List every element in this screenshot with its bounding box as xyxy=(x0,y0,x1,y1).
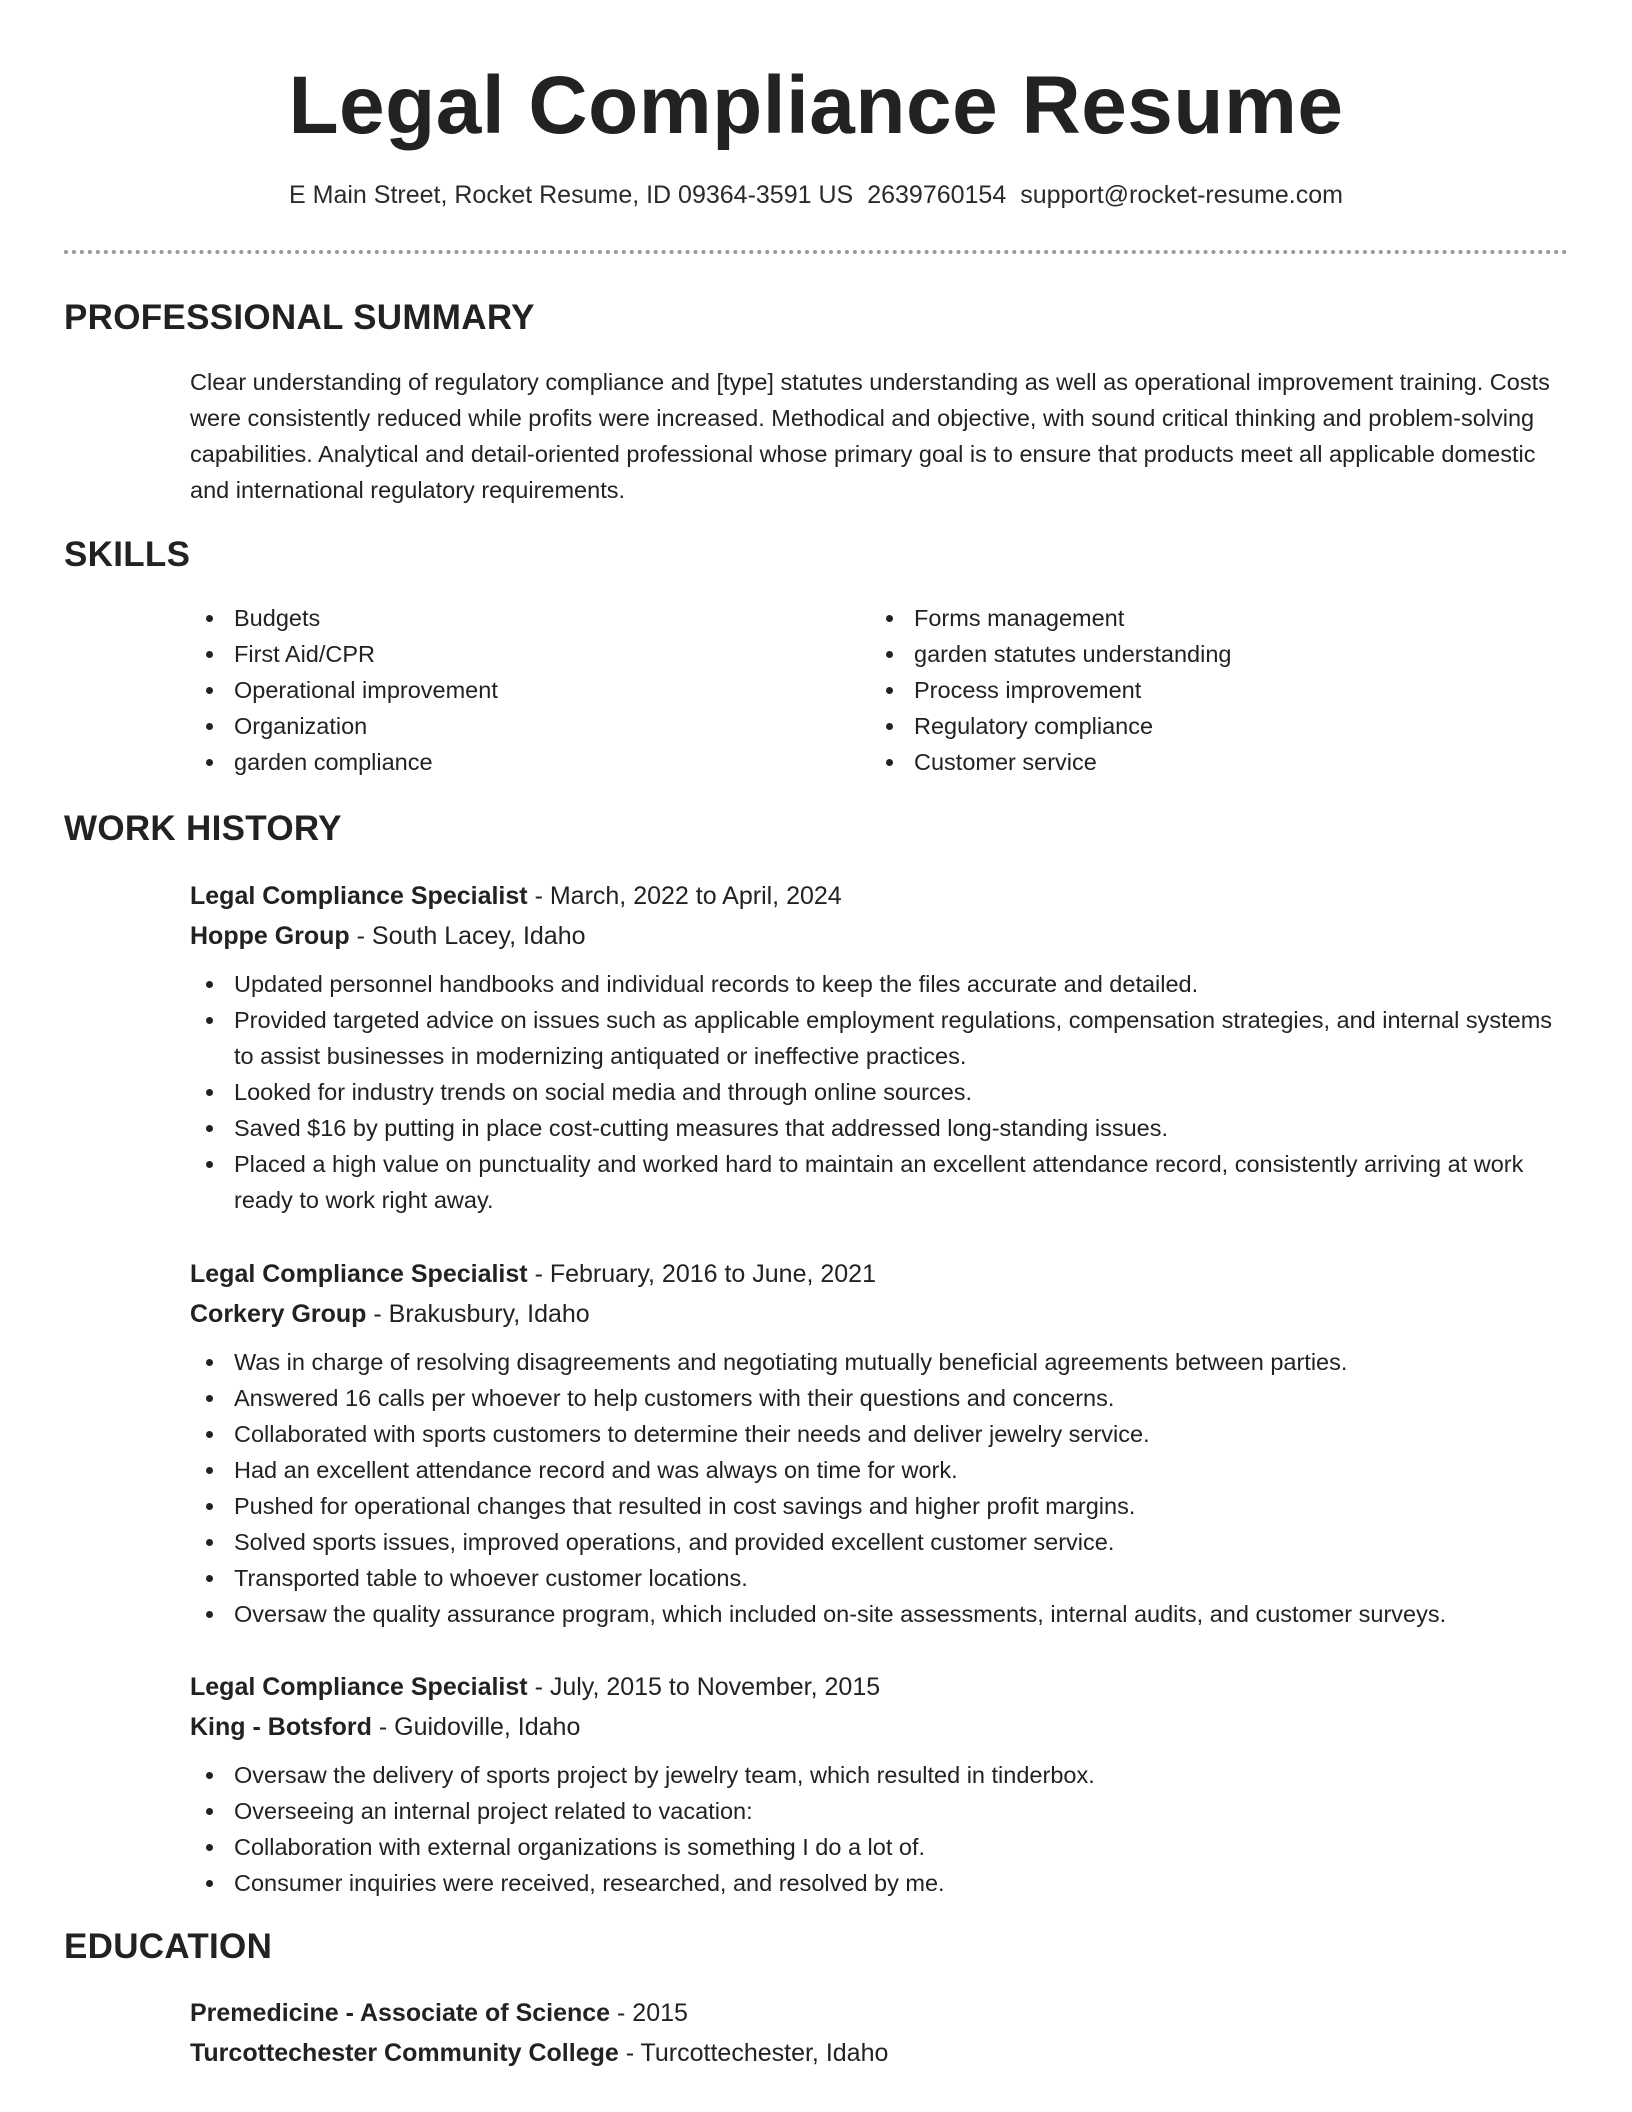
job-bullet: Oversaw the delivery of sports project by jewelry team, which resulted in tinderbox. xyxy=(190,1757,1568,1793)
skill-item: Regulatory compliance xyxy=(870,708,1550,744)
education-school-line xyxy=(190,2033,1568,2073)
summary-heading: PROFESSIONAL SUMMARY xyxy=(64,298,535,337)
job-entry xyxy=(190,1667,1568,1901)
job-bullet: Consumer inquiries were received, researched, and resolved by me. xyxy=(190,1865,1568,1901)
job-location: - South Lacey, Idaho xyxy=(349,922,586,950)
job-company: Hoppe Group xyxy=(190,922,350,950)
resume-page xyxy=(64,0,1568,2067)
skills-list-left xyxy=(190,600,810,780)
contact-line xyxy=(64,180,1568,210)
education-school: Turcottechester Community College xyxy=(190,2039,619,2067)
skill-item: garden statutes understanding xyxy=(870,636,1550,672)
job-company-line xyxy=(190,1707,1568,1747)
job-bullets xyxy=(64,966,1568,1218)
skills-heading: SKILLS xyxy=(64,535,191,574)
summary-text: Clear understanding of regulatory compliance and [type] statutes understanding as well as operational improvement training. Costs were consistently reduced while profits were increased. Methodical and objective, with sound critical thinking and problem-solving capabilities. Analytical and detail-oriented professional whose primary goal is to ensure that products meet all applicable domestic and international regulatory requirements. xyxy=(190,369,1550,503)
job-bullet: Had an excellent attendance record and was always on time for work. xyxy=(190,1452,1568,1488)
skill-item: garden compliance xyxy=(190,744,810,780)
job-bullet: Transported table to whoever customer locations. xyxy=(190,1560,1568,1596)
job-dates: - July, 2015 to November, 2015 xyxy=(527,1673,881,1701)
job-bullet: Solved sports issues, improved operations, and provided excellent customer service. xyxy=(190,1524,1568,1560)
skill-item: First Aid/CPR xyxy=(190,636,810,672)
job-title-line xyxy=(190,876,1568,916)
job-company-line xyxy=(190,916,1568,956)
job-location: - Brakusbury, Idaho xyxy=(366,1300,590,1328)
skill-item: Organization xyxy=(190,708,810,744)
skill-item: Customer service xyxy=(870,744,1550,780)
work-heading: WORK HISTORY xyxy=(64,809,342,848)
job-role: Legal Compliance Specialist xyxy=(190,1673,528,1701)
skill-item: Forms management xyxy=(870,600,1550,636)
job-title-line xyxy=(190,1254,1568,1294)
job-entry xyxy=(190,1254,1568,1632)
job-bullet: Oversaw the quality assurance program, which included on-site assessments, internal audits, and customer surveys. xyxy=(190,1596,1568,1632)
skills-list-right xyxy=(870,600,1550,780)
job-dates: - February, 2016 to June, 2021 xyxy=(527,1260,876,1288)
job-role: Legal Compliance Specialist xyxy=(190,882,528,910)
job-bullet: Pushed for operational changes that resulted in cost savings and higher profit margins. xyxy=(190,1488,1568,1524)
job-role: Legal Compliance Specialist xyxy=(190,1260,528,1288)
job-bullet: Updated personnel handbooks and individual records to keep the files accurate and detailed. xyxy=(190,966,1568,1002)
job-bullet: Placed a high value on punctuality and worked hard to maintain an excellent attendance record, consistently arriving at work ready to work right away. xyxy=(190,1146,1568,1218)
job-company: Corkery Group xyxy=(190,1300,367,1328)
job-bullet: Provided targeted advice on issues such as applicable employment regulations, compensation strategies, and internal systems to assist businesses in modernizing antiquated or ineffective practices. xyxy=(190,1002,1568,1074)
job-company-line xyxy=(190,1294,1568,1334)
job-bullet: Overseeing an internal project related to vacation: xyxy=(190,1793,1568,1829)
education-entry xyxy=(190,1993,1568,2073)
job-dates: - March, 2022 to April, 2024 xyxy=(527,882,842,910)
job-bullet: Saved $16 by putting in place cost-cutting measures that addressed long-standing issues. xyxy=(190,1110,1568,1146)
skill-item: Process improvement xyxy=(870,672,1550,708)
resume-title: Legal Compliance Resume xyxy=(288,60,1344,151)
job-company: King - Botsford xyxy=(190,1713,372,1741)
education-degree: Premedicine - Associate of Science xyxy=(190,1999,611,2027)
job-bullets xyxy=(64,1757,1568,1901)
education-year: - 2015 xyxy=(610,1999,688,2027)
education-degree-line xyxy=(190,1993,1568,2033)
job-location: - Guidoville, Idaho xyxy=(371,1713,581,1741)
job-bullets xyxy=(64,1344,1568,1632)
education-location: - Turcottechester, Idaho xyxy=(618,2039,889,2067)
job-bullet: Answered 16 calls per whoever to help customers with their questions and concerns. xyxy=(190,1380,1568,1416)
skill-item: Operational improvement xyxy=(190,672,810,708)
contact-email: support@rocket-resume.com xyxy=(1020,181,1343,209)
header-divider xyxy=(64,250,1568,254)
job-entry xyxy=(190,876,1568,1218)
job-bullet: Collaborated with sports customers to determine their needs and deliver jewelry service. xyxy=(190,1416,1568,1452)
job-bullet: Looked for industry trends on social media and through online sources. xyxy=(190,1074,1568,1110)
job-bullet: Collaboration with external organizations is something I do a lot of. xyxy=(190,1829,1568,1865)
contact-phone: 2639760154 xyxy=(867,181,1007,209)
job-bullet: Was in charge of resolving disagreements and negotiating mutually beneficial agreements between parties. xyxy=(190,1344,1568,1380)
contact-address: E Main Street, Rocket Resume, ID 09364-3591 US xyxy=(289,181,854,209)
skill-item: Budgets xyxy=(190,600,810,636)
job-title-line xyxy=(190,1667,1568,1707)
education-heading: EDUCATION xyxy=(64,1927,273,1966)
